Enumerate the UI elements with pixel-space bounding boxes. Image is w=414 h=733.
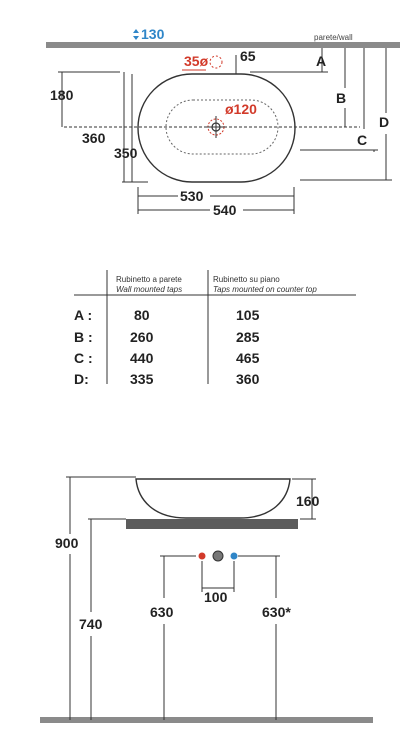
- wall-bar: [46, 42, 400, 48]
- dim-130: [133, 26, 165, 42]
- label-a: A: [316, 53, 327, 69]
- mixer-icon: [213, 551, 223, 561]
- elevation-view: [40, 477, 373, 723]
- dimension-table: [74, 270, 356, 387]
- plan-view: [46, 26, 400, 218]
- row-counter-value: 105: [236, 307, 260, 323]
- row-counter-value: 285: [236, 329, 260, 345]
- row-counter-value: 465: [236, 350, 260, 366]
- dim-740: 740: [79, 616, 103, 632]
- dim-540: 540: [213, 202, 237, 218]
- row-wall-value: 440: [130, 350, 154, 366]
- dim-530: 530: [180, 188, 204, 204]
- row-label: C :: [74, 350, 93, 366]
- counter-top: [126, 519, 298, 529]
- dim-900: 900: [55, 535, 79, 551]
- dim-35: 35ø: [184, 53, 209, 69]
- overflow-circle: [210, 56, 222, 68]
- row-label: B :: [74, 329, 93, 345]
- cold-tap-icon: [231, 553, 238, 560]
- dim-100: 100: [204, 589, 228, 605]
- row-wall-value: 260: [130, 329, 154, 345]
- dim-180: 180: [50, 87, 74, 103]
- col1-subtitle: Wall mounted taps: [116, 285, 183, 294]
- floor-bar: [40, 717, 373, 723]
- label-c: C: [357, 132, 368, 148]
- row-wall-value: 80: [134, 307, 150, 323]
- row-counter-value: 360: [236, 371, 260, 387]
- row-label: A :: [74, 307, 93, 323]
- dim-120: ø120: [225, 101, 257, 117]
- row-label: D:: [74, 371, 89, 387]
- label-b: B: [336, 90, 347, 106]
- svg-text:130: 130: [141, 26, 165, 42]
- dim-630-left: 630: [150, 604, 174, 620]
- hot-tap-icon: [199, 553, 206, 560]
- col2-subtitle: Taps mounted on counter top: [213, 285, 317, 294]
- dim-160: 160: [296, 493, 320, 509]
- dim-360: 360: [82, 130, 106, 146]
- col1-title: Rubinetto a parete: [116, 275, 182, 284]
- row-wall-value: 335: [130, 371, 154, 387]
- dim-350: 350: [114, 145, 138, 161]
- dim-630-right: 630*: [262, 604, 291, 620]
- col2-title: Rubinetto su piano: [213, 275, 280, 284]
- basin-bowl: [136, 479, 290, 518]
- dim-65: 65: [240, 48, 256, 64]
- label-d: D: [379, 114, 390, 130]
- wall-label: parete/wall: [314, 33, 353, 42]
